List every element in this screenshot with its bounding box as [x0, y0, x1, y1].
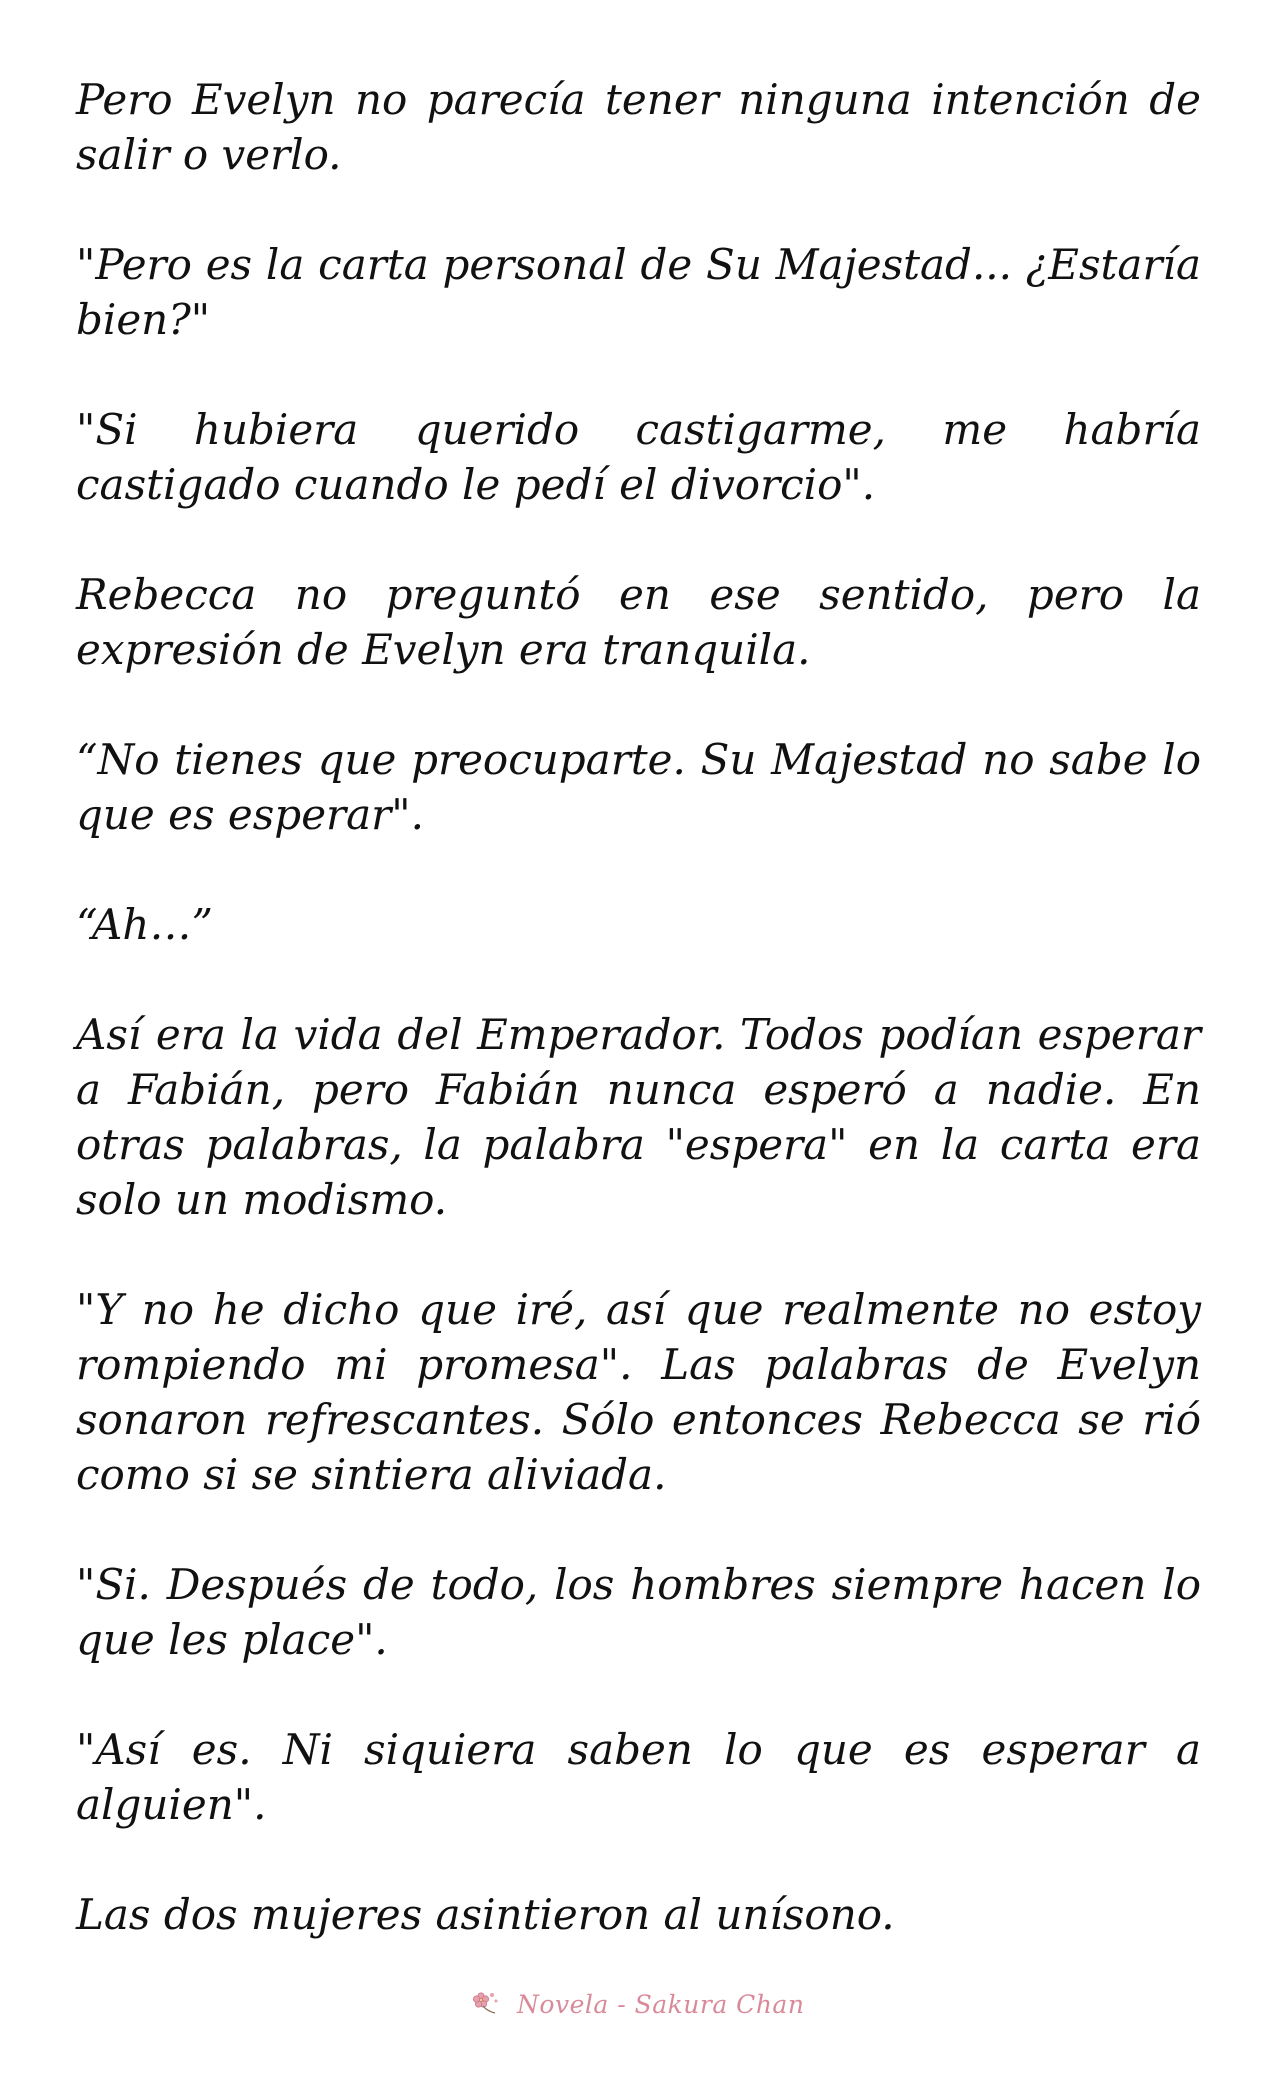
paragraph: "Si hubiera querido castigarme, me habría castigado cuando le pedí el divorcio".	[76, 405, 1201, 509]
paragraph: "Así es. Ni siquiera saben lo que es esperar a alguien".	[76, 1725, 1201, 1829]
paragraph: “Ah…”	[76, 900, 213, 949]
paragraph: Rebecca no preguntó en ese sentido, pero la expresión de Evelyn era tranquila.	[76, 570, 1201, 674]
watermark	[0, 1988, 1275, 2021]
paragraph: Así era la vida del Emperador. Todos podían esperar a Fabián, pero Fabián nunca esperó a nadie. En otras palabras, la palabra "espera" en la carta era solo un modismo.	[76, 1010, 1201, 1224]
paragraph: "Pero es la carta personal de Su Majestad... ¿Estaría bien?"	[76, 240, 1201, 344]
paragraph: Las dos mujeres asintieron al unísono.	[76, 1890, 895, 1939]
paragraph: "Y no he dicho que iré, así que realmente no estoy rompiendo mi promesa". Las palabras de Evelyn sonaron refrescantes. Sólo entonces Rebecca se rió como si se sintiera aliviada.	[76, 1285, 1201, 1499]
paragraph: "Si. Después de todo, los hombres siempre hacen lo que les place".	[76, 1560, 1201, 1664]
document-body	[76, 72, 1201, 1942]
watermark-text: Novela - Sakura Chan	[517, 1990, 805, 2019]
sakura-flower-icon	[471, 1989, 501, 2021]
paragraph: “No tienes que preocuparte. Su Majestad no sabe lo que es esperar".	[76, 735, 1201, 839]
paragraph: Pero Evelyn no parecía tener ninguna intención de salir o verlo.	[76, 75, 1201, 179]
